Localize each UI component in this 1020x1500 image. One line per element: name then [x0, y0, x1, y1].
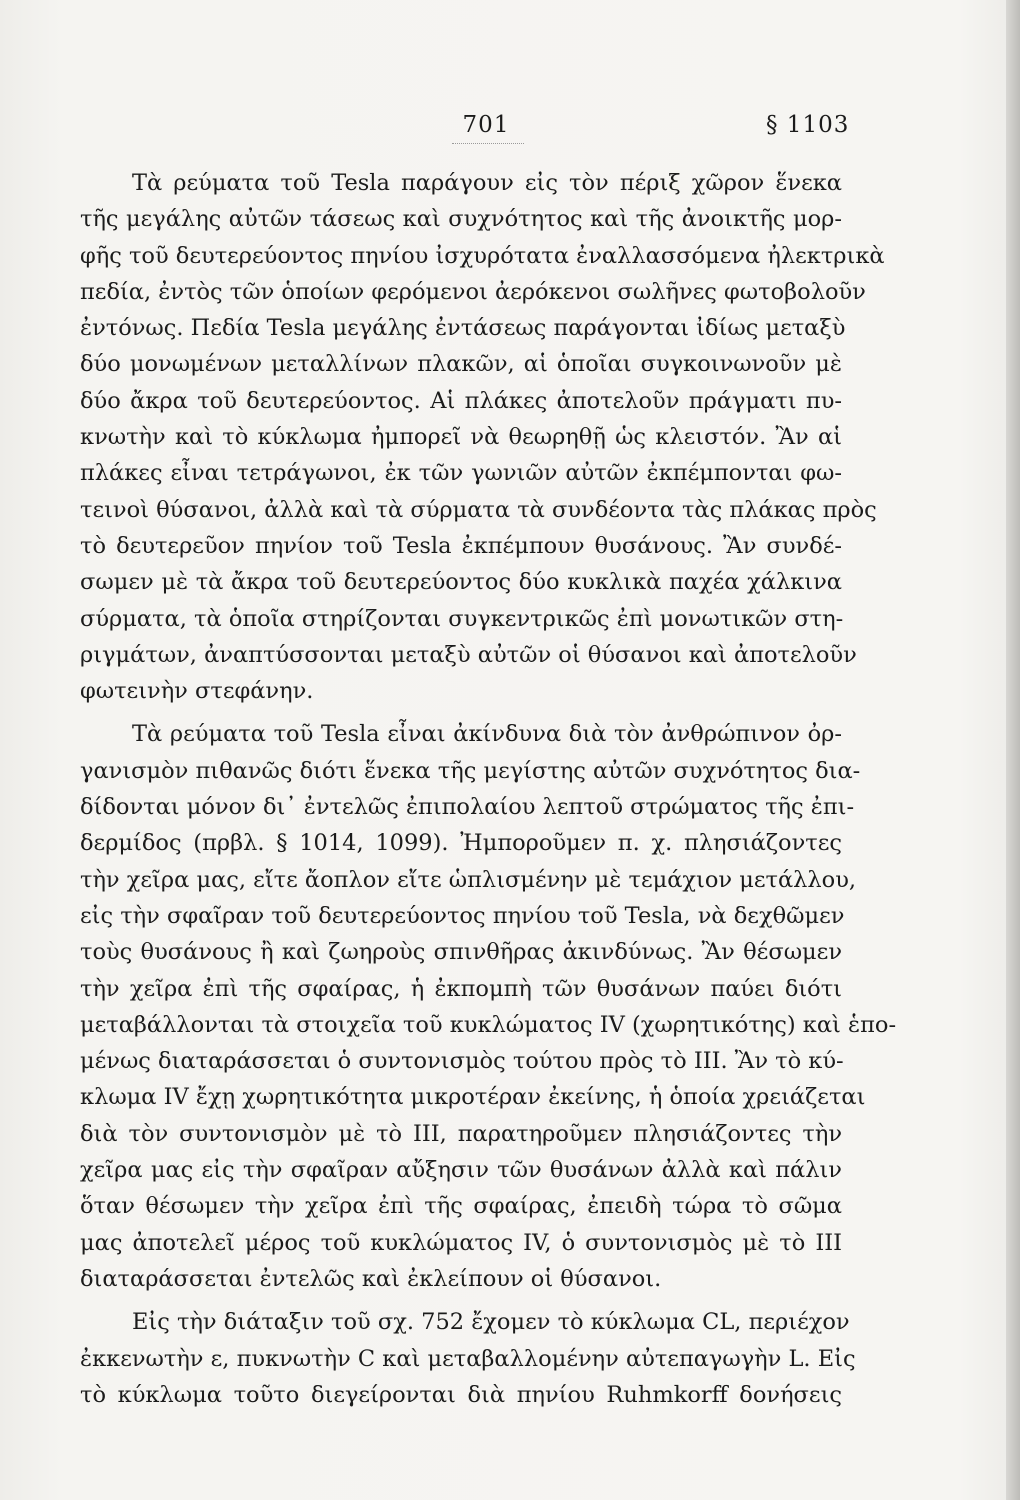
text-line: τὸ δευτερεῦον πηνίον τοῦ Tesla ἐκπέμπουν θυσάνους. Ἂν συνδέ- — [80, 532, 842, 559]
text-line: ριγμάτων, ἀναπτύσσονται μεταξὺ αὐτῶν οἱ θύσανοι καὶ ἀποτελοῦν — [80, 641, 857, 668]
text-line: τῆς μεγάλης αὐτῶν τάσεως καὶ συχνότητος καὶ τῆς ἀνοικτῆς μορ- — [80, 206, 842, 233]
page-number: 701 — [456, 112, 516, 138]
paragraph — [80, 165, 885, 709]
page-body — [80, 165, 897, 1413]
text-line: τοὺς θυσάνους ἢ καὶ ζωηροὺς σπινθῆρας ἀκινδύνως. Ἂν θέσωμεν — [80, 939, 842, 966]
text-line: ἐκκενωτὴν ε, πυκνωτὴν C καὶ μεταβαλλομένην αὐτεπαγωγὴν L. Εἰς — [80, 1345, 856, 1372]
text-line: τὸ κύκλωμα τοῦτο διεγείρονται διὰ πηνίου Ruhmkorff δονήσεις — [80, 1381, 842, 1408]
text-line: κνωτὴν καὶ τὸ κύκλωμα ἠμπορεῖ νὰ θεωρηθῇ ὡς κλειστόν. Ἂν αἱ — [80, 424, 842, 451]
text-line: Τὰ ρεύματα τοῦ Tesla εἶναι ἀκίνδυνα διὰ τὸν ἀνθρώπινον ὀρ- — [132, 721, 842, 748]
text-line: σωμεν μὲ τὰ ἄκρα τοῦ δευτερεύοντος δύο κυκλικὰ παχέα χάλκινα — [80, 569, 842, 596]
text-line: χεῖρα μας εἰς τὴν σφαῖραν αὔξησιν τῶν θυσάνων ἀλλὰ καὶ πάλιν — [80, 1157, 842, 1184]
text-line: Τὰ ρεύματα τοῦ Tesla παράγουν εἰς τὸν πέριξ χῶρον ἕνεκα — [132, 170, 842, 196]
text-line: μας ἀποτελεῖ μέρος τοῦ κυκλώματος IV, ὁ συντονισμὸς μὲ τὸ III — [80, 1229, 842, 1256]
text-line: δύο ἄκρα τοῦ δευτερεύοντος. Αἱ πλάκες ἀποτελοῦν πράγματι πυ- — [80, 387, 842, 414]
text-line: δερμίδος (πρβλ. § 1014, 1099). Ἠμποροῦμεν π. χ. πλησιάζοντες — [80, 830, 842, 857]
text-line: δύο μονωμένων μεταλλίνων πλακῶν, αἱ ὁποῖαι συγκοινωνοῦν μὲ — [80, 351, 842, 378]
text-line: διὰ τὸν συντονισμὸν μὲ τὸ III, παρατηροῦμεν πλησιάζοντες τὴν — [80, 1120, 842, 1147]
text-line: τεινοὶ θύσανοι, ἀλλὰ καὶ τὰ σύρματα τὰ συνδέοντα τὰς πλάκας πρὸς — [80, 496, 877, 523]
text-line: ὅταν θέσωμεν τὴν χεῖρα ἐπὶ τῆς σφαίρας, ἐπειδὴ τώρα τὸ σῶμα — [80, 1193, 842, 1220]
paragraph — [80, 1304, 856, 1413]
text-line: Εἰς τὴν διάταξιν τοῦ σχ. 752 ἔχομεν τὸ κύκλωμα CL, περιέχον — [132, 1309, 850, 1336]
text-line: εἰς τὴν σφαῖραν τοῦ δευτερεύοντος πηνίου τοῦ Tesla, νὰ δεχθῶμεν — [80, 902, 845, 929]
text-line: κλωμα IV ἔχῃ χωρητικότητα μικροτέραν ἐκείνης, ἡ ὁποία χρειάζεται — [80, 1084, 866, 1111]
text-line: ἐντόνως. Πεδία Tesla μεγάλης ἐντάσεως παράγονται ἰδίως μεταξὺ — [80, 315, 846, 342]
text-line: πεδία, ἐντὸς τῶν ὁποίων φερόμενοι ἀερόκενοι σωλῆνες φωτοβολοῦν — [80, 278, 866, 305]
text-line: μένως διαταράσσεται ὁ συντονισμὸς τούτου πρὸς τὸ III. Ἂν τὸ κύ- — [80, 1048, 844, 1075]
text-line: φῆς τοῦ δευτερεύοντος πηνίου ἰσχυρότατα ἐναλλασσόμενα ἠλεκτρικὰ — [80, 242, 885, 269]
text-line: φωτεινὴν στεφάνην. — [80, 678, 314, 705]
text-line: γανισμὸν πιθανῶς διότι ἕνεκα τῆς μεγίστης αὐτῶν συχνότητος δια- — [80, 757, 861, 784]
text-line: διαταράσσεται ἐντελῶς καὶ ἐκλείπουν οἱ θύσανοι. — [80, 1265, 662, 1292]
paragraph — [80, 716, 897, 1297]
text-line: τὴν χεῖρα μας, εἴτε ἄοπλον εἴτε ὡπλισμένην μὲ τεμάχιον μετάλλου, — [80, 866, 857, 893]
text-line: τὴν χεῖρα ἐπὶ τῆς σφαίρας, ἡ ἐκπομπὴ τῶν θυσάνων παύει διότι — [80, 975, 842, 1002]
page-spine-edge — [1006, 0, 1020, 1500]
text-line: δίδονται μόνον δι᾽ ἐντελῶς ἐπιπολαίου λεπτοῦ στρώματος τῆς ἐπι- — [80, 794, 855, 821]
text-line: μεταβάλλονται τὰ στοιχεῖα τοῦ κυκλώματος IV (χωρητικότης) καὶ ἑπο- — [80, 1011, 897, 1038]
text-line: σύρματα, τὰ ὁποῖα στηρίζονται συγκεντρικῶς ἐπὶ μονωτικῶν στη- — [80, 605, 844, 632]
text-line: πλάκες εἶναι τετράγωνοι, ἐκ τῶν γωνιῶν αὐτῶν ἐκπέμπονται φω- — [80, 460, 842, 487]
section-reference: § 1103 — [766, 112, 850, 138]
page-header — [0, 112, 1020, 148]
